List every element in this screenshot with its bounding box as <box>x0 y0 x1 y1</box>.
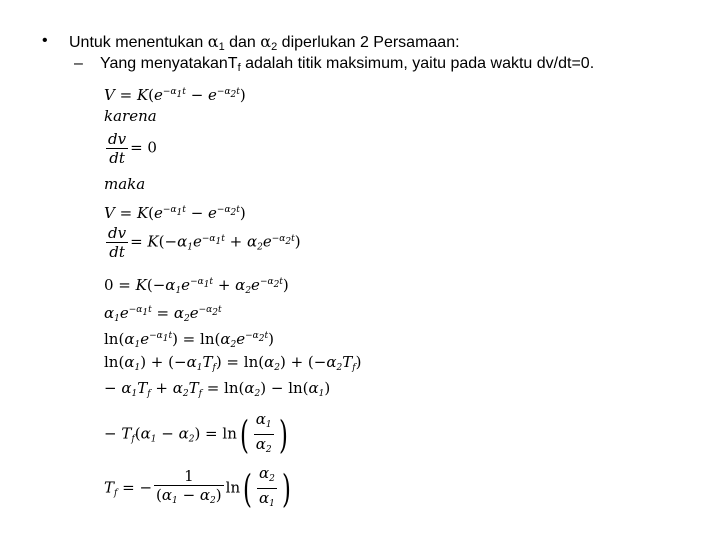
sub-bullet-marker: – <box>74 55 83 72</box>
equation-10: − $T_f(\alpha_1 - \alpha_2) = \ln$( $\frac{\alpha_1}{\alpha_2}$ ) <box>104 410 288 457</box>
equation-9: − $\alpha_1T_f + \alpha_2T_f = \ln(\alpha_2) - \ln(\alpha_1)$ <box>104 379 331 399</box>
sub-bullet-text: Yang menyatakanT$_f$ adalah titik maksimum, yaitu pada waktu dv/dt=0. <box>100 55 595 74</box>
equation-8: $\ln(\alpha_1) + (-\alpha_1T_f) = \ln(\alpha_2) + (-\alpha_2T_f)$ <box>104 353 362 373</box>
equation-2: $\frac{dv}{dt}$ = 0 <box>108 130 157 167</box>
equation-1: $V = K(e^{-\alpha_1t} - e^{-\alpha_2t})$ <box>104 86 246 104</box>
equation-5: $0 = K(-\alpha_1e^{-\alpha_1t} + \alpha_2e^{-\alpha_2t})$ <box>104 276 289 296</box>
equation-7: $\ln(\alpha_1e^{-\alpha_1t}) = \ln(\alpha_2e^{-\alpha_2t})$ <box>104 330 274 350</box>
word-maka: maka <box>104 175 146 193</box>
bullet-text: Untuk menentukan $\alpha_1$ dan $\alpha_2$ diperlukan 2 Persamaan: <box>69 32 460 53</box>
bullet-marker: • <box>42 32 48 49</box>
equation-11: $T_f$ = − $\frac{1}{(\alpha_1 - \alpha_2)}$ ln( $\frac{\alpha_2}{\alpha_1}$ ) <box>104 464 291 511</box>
equation-3: $V = K(e^{-\alpha_1t} - e^{-\alpha_2t})$ <box>104 204 246 222</box>
equation-4: $\frac{dv}{dt}$ = $K(-\alpha_1e^{-\alpha_1t} + \alpha_2e^{-\alpha_2t})$ <box>108 224 301 261</box>
word-karena: karena <box>104 107 157 125</box>
equation-6: $\alpha_1e^{-\alpha_1t} = \alpha_2e^{-\alpha_2t}$ <box>104 304 222 324</box>
